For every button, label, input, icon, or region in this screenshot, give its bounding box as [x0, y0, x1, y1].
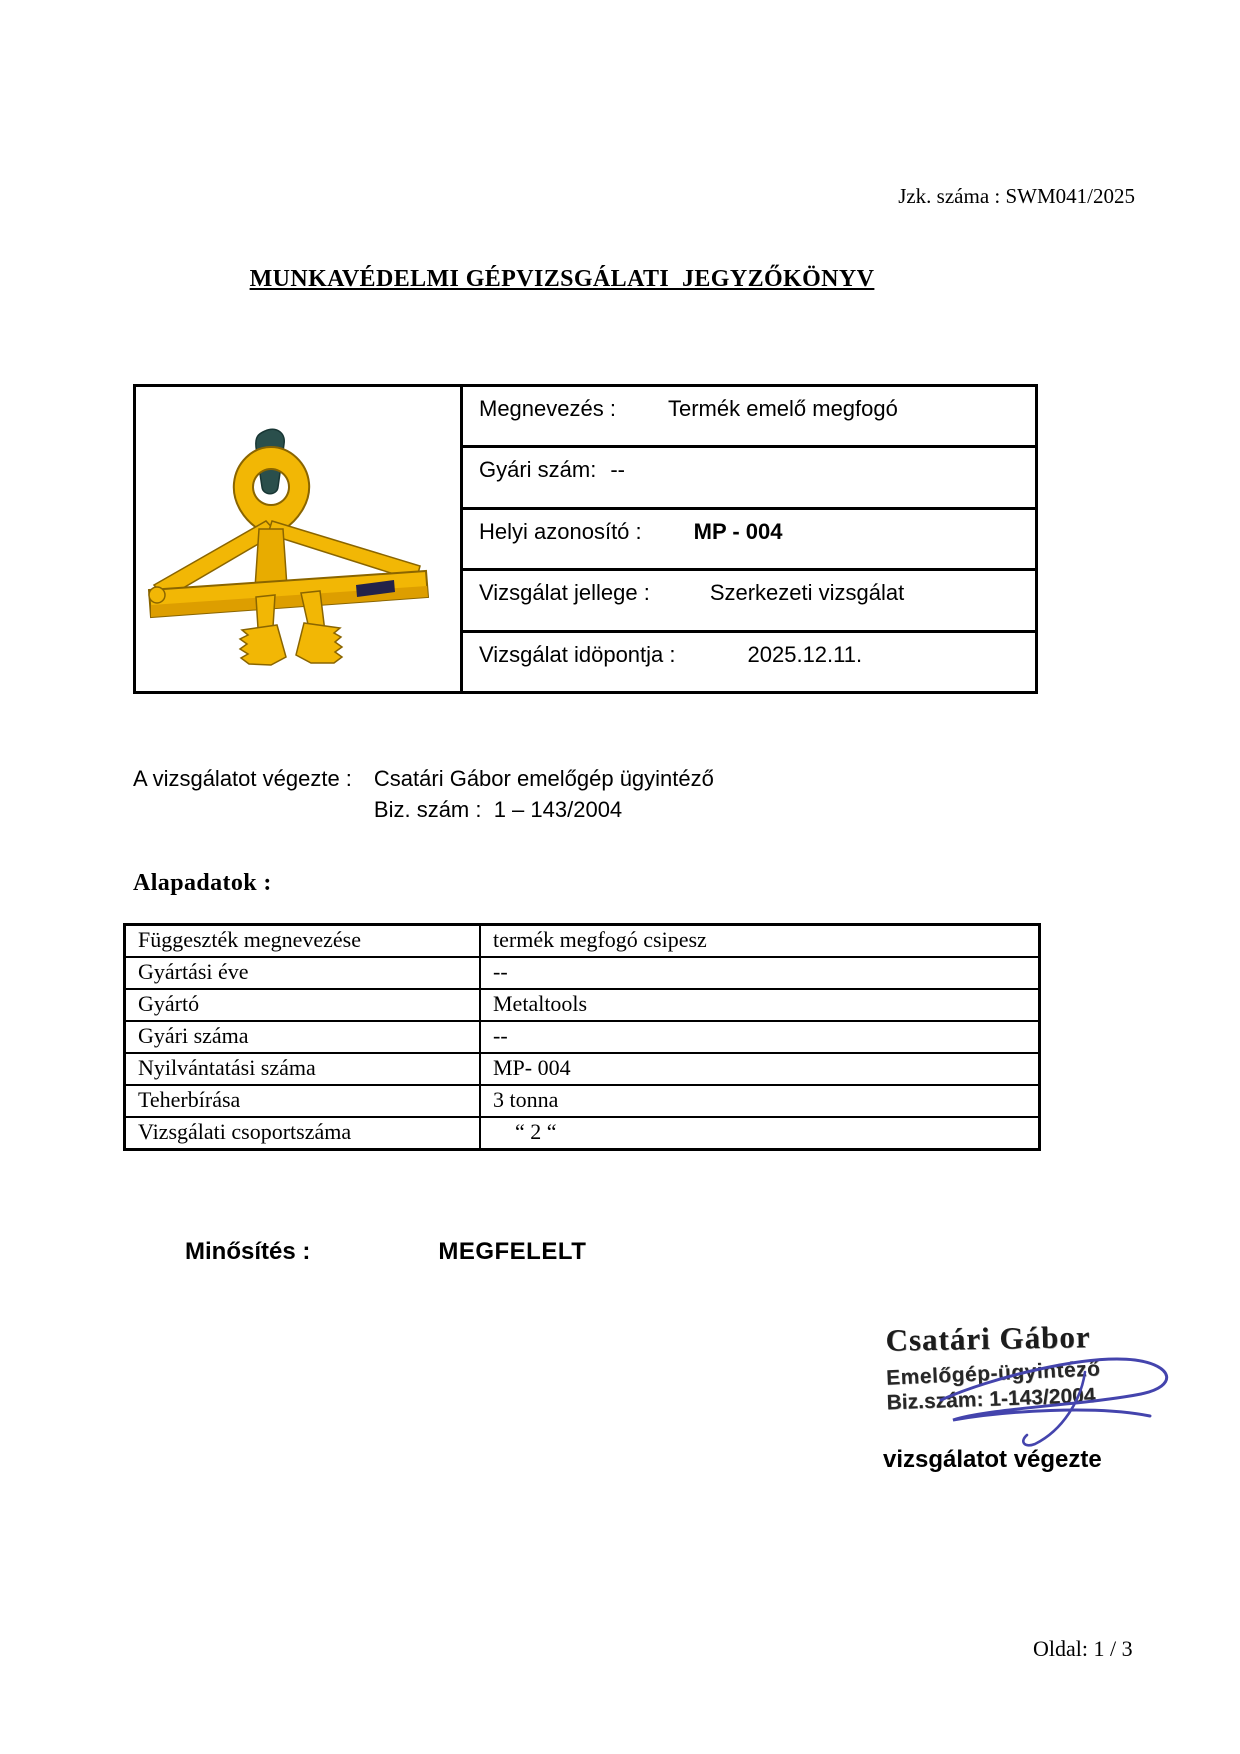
machine-info-table: [133, 384, 1038, 694]
info-row-value: Szerkezeti vizsgálat: [709, 580, 905, 606]
inspector-label: A vizsgálatot végezte :: [133, 766, 352, 791]
table-row: [125, 1085, 1040, 1117]
page-title: MUNKAVÉDELMI GÉPVIZSGÁLATI JEGYZŐKÖNYV: [249, 266, 875, 292]
info-row-label: Megnevezés :: [479, 396, 616, 421]
info-row: [463, 448, 1035, 509]
info-row-value: Termék emelő megfogó: [667, 396, 898, 421]
info-row: [463, 510, 1035, 571]
row-value-cell: MP- 004: [480, 1053, 1040, 1085]
info-row-value: 2025.12.11.: [747, 641, 863, 667]
row-value-cell: Metaltools: [480, 989, 1040, 1021]
machine-info-rows: [463, 387, 1035, 691]
info-row-value: MP - 004: [693, 518, 783, 544]
row-value-cell: “ 2 “: [480, 1117, 1040, 1150]
qualification-value: MEGFELELT: [438, 1238, 587, 1265]
base-data-heading: Alapadatok :: [133, 870, 272, 896]
info-row-value: --: [610, 457, 626, 483]
info-row: [463, 571, 1035, 632]
qualification-block: [185, 1238, 586, 1266]
info-row: [463, 633, 1035, 691]
row-label-cell: Gyári száma: [125, 1021, 481, 1053]
row-label-cell: Teherbírása: [125, 1085, 481, 1117]
table-row: [125, 989, 1040, 1021]
center-bracket: [255, 529, 287, 588]
page-number: Oldal: 1 / 3: [1033, 1636, 1133, 1661]
signature-scribble: [935, 1338, 1190, 1453]
info-row-label: Vizsgálat jellege :: [479, 580, 650, 606]
row-label-cell: Függeszték megnevezése: [125, 925, 481, 958]
table-row: [125, 1117, 1040, 1150]
info-row-label: Gyári szám:: [479, 457, 597, 483]
base-data-table: [123, 923, 1041, 1151]
inspector-license: Biz. szám : 1 – 143/2004: [373, 797, 623, 822]
beam-left-pin: [149, 587, 165, 603]
lifting-clamp-photo: [144, 425, 454, 677]
row-label-cell: Gyártó: [125, 989, 481, 1021]
inspector-block: [133, 763, 714, 825]
row-label-cell: Nyilvántatási száma: [125, 1053, 481, 1085]
table-row: [125, 1053, 1040, 1085]
row-value-cell: --: [480, 957, 1040, 989]
row-label-cell: Vizsgálati csoportszáma: [125, 1117, 481, 1150]
row-value-cell: 3 tonna: [480, 1085, 1040, 1117]
doc-number: Jzk. száma : SWM041/2025: [898, 184, 1135, 208]
right-claw: [296, 623, 342, 663]
info-row-label: Helyi azonosító :: [479, 518, 642, 544]
inspector-name: Csatári Gábor emelőgép ügyintéző: [373, 766, 714, 791]
stamp-caption: vizsgálatot végezte: [883, 1446, 1102, 1473]
info-row: [463, 387, 1035, 448]
info-row-label: Vizsgálat idöpontja :: [479, 641, 676, 667]
row-value-cell: --: [480, 1021, 1040, 1053]
stamp-name: Csatári Gábor: [885, 1319, 1091, 1358]
stamp-license: Biz.szám: 1-143/2004: [886, 1384, 1096, 1415]
stamp-role: Emelőgép-ügyintéző: [885, 1357, 1101, 1390]
row-value-cell: termék megfogó csipesz: [480, 925, 1040, 958]
qualification-label: Minősítés :: [185, 1238, 311, 1265]
table-row: [125, 1021, 1040, 1053]
machine-photo-cell: [136, 387, 463, 691]
table-row: [125, 957, 1040, 989]
left-claw: [240, 625, 286, 665]
table-row: [125, 925, 1040, 958]
inspector-lines: [374, 763, 714, 825]
row-label-cell: Gyártási éve: [125, 957, 481, 989]
